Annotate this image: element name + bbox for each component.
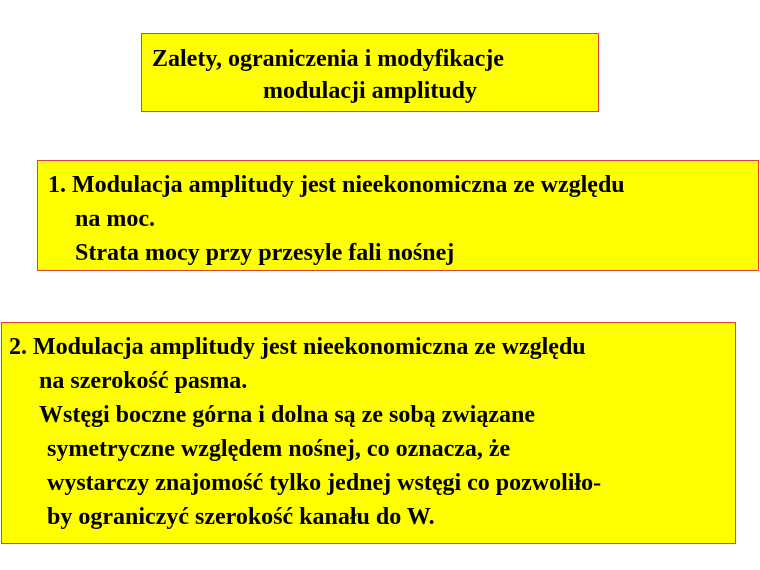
point-1-line: 1. Modulacja amplitudy jest nieekonomiczna ze względu (48, 172, 625, 198)
slide-title-line-2: modulacji amplitudy (262, 78, 478, 104)
point-1-line: na moc. (75, 206, 155, 232)
slide-title-box (141, 33, 599, 112)
point-1-line: Strata mocy przy przesyle fali nośnej (75, 240, 455, 266)
point-2-line: 2. Modulacja amplitudy jest nieekonomiczna ze względu (9, 334, 586, 360)
point-2-line: na szerokość pasma. (39, 368, 248, 394)
slide-title-line-1: Zalety, ograniczenia i modyfikacje (152, 46, 504, 72)
point-2-box (1, 322, 736, 544)
point-1-box (37, 160, 759, 271)
point-2-line: symetryczne względem nośnej, co oznacza, że (47, 436, 511, 462)
point-2-line: Wstęgi boczne górna i dolna są ze sobą związane (39, 402, 535, 428)
point-2-line: wystarczy znajomość tylko jednej wstęgi co pozwoliło- (47, 470, 602, 496)
point-2-line: by ograniczyć szerokość kanału do W. (47, 504, 435, 530)
